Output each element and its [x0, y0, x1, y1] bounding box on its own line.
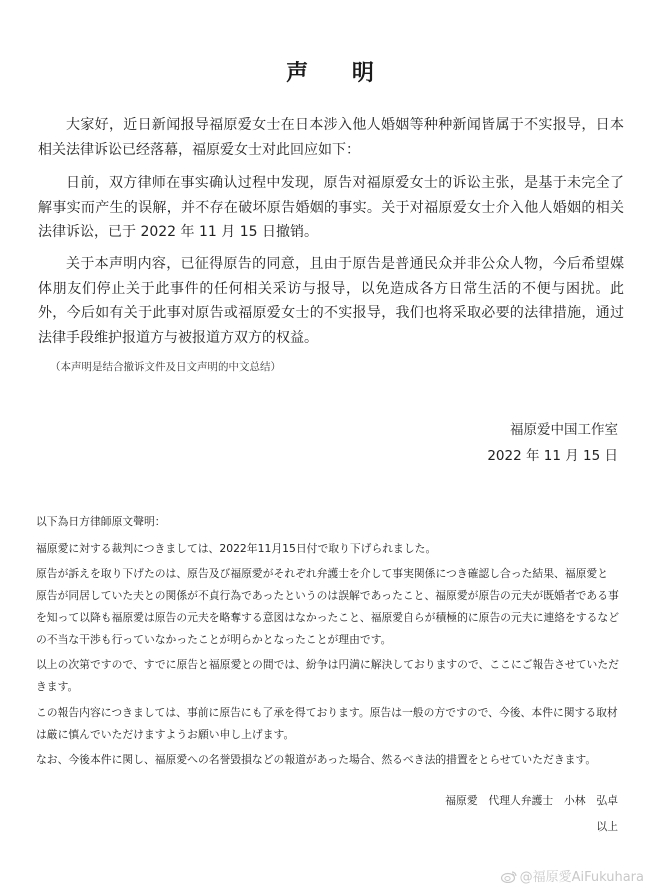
jp-line: 以上の次第ですので、すでに原告と福原愛との間では、紛争は円満に解決しておりますので、ここにご報告させていただ — [36, 658, 619, 671]
jp-line: は厳に慎んでいただけますようお願い申し上げます。 — [36, 728, 295, 741]
jp-closing: 以上 — [596, 820, 618, 833]
cn-paragraph-intro: 大家好，近日新闻报导福原爱女士在日本涉入他人婚姻等种种新闻皆属于不实报导，日本相关法律诉讼已经落幕，福原爱女士对此回应如下： — [38, 117, 624, 158]
cn-date: 2022 年 11 月 15 日 — [487, 448, 618, 464]
cn-paragraph-request: 关于本声明内容，已征得原告的同意，且由于原告是普通民众并非公众人物，今后希望媒体朋友们停止关于此事件的任何相关采访与报导，以免造成各方日常生活的不便与困扰。此外，今后如有关于此事对原告或福原爱女士的不实报导，我们也将采取必要的法律措施，通过法律手段维护报道方与被报道方双方的权益。 — [38, 256, 624, 346]
cn-paragraph-lawsuit: 日前，双方律师在事实确认过程中发现，原告对福原爱女士的诉讼主张，是基于未完全了解事实而产生的误解，并不存在破坏原告婚姻的事实。关于对福原爱女士介入他人婚姻的相关法律诉讼，已于 2022 年 11 月 15 日撤销。 — [38, 175, 624, 240]
jp-line: の不当な干渉も行っていなかったことが明らかとなったことが理由です。 — [36, 633, 392, 646]
jp-line: 福原愛に対する裁判につきましては、2022年11月15日付で取り下げられました。 — [36, 542, 437, 555]
jp-line: 原告が同居していた夫との関係が不貞行為であったというのは誤解であったこと、福原愛が原告の元夫が既婚者である事 — [36, 589, 619, 602]
jp-line: 原告が訴えを取り下げたのは、原告及び福原愛がそれぞれ弁護士を介して事実関係につき確認し合った結果、福原愛と — [36, 567, 609, 580]
weibo-watermark — [501, 866, 644, 885]
jp-line: なお、今後本件に関し、福原愛への名誉毀損などの報道があった場合、然るべき法的措置をとらせていただきます。 — [36, 753, 597, 766]
jp-line: 以下為日方律師原文聲明： — [36, 515, 166, 528]
cn-summary-note: （本声明是结合撤诉文件及日文声明的中文总结） — [50, 361, 281, 373]
jp-signature: 福原愛 代理人弁護士 小林 弘卓 — [445, 794, 618, 807]
watermark-text: @福原愛AiFukuhara — [519, 870, 644, 885]
statement-title: 声 明 — [286, 61, 392, 86]
jp-line: を知って以降も福原愛は原告の元夫を略奪する意図はなかったこと、福原愛自らが積極的に原告の元夫に連絡をするなど — [36, 611, 620, 624]
cn-signer: 福原爱中国工作室 — [510, 422, 618, 438]
jp-line: きます。 — [36, 680, 79, 693]
weibo-icon — [501, 870, 517, 883]
jp-line: この報告内容につきましては、事前に原告にも了承を得ております。原告は一般の方ですので、今後、本件に関する取材 — [36, 706, 618, 719]
